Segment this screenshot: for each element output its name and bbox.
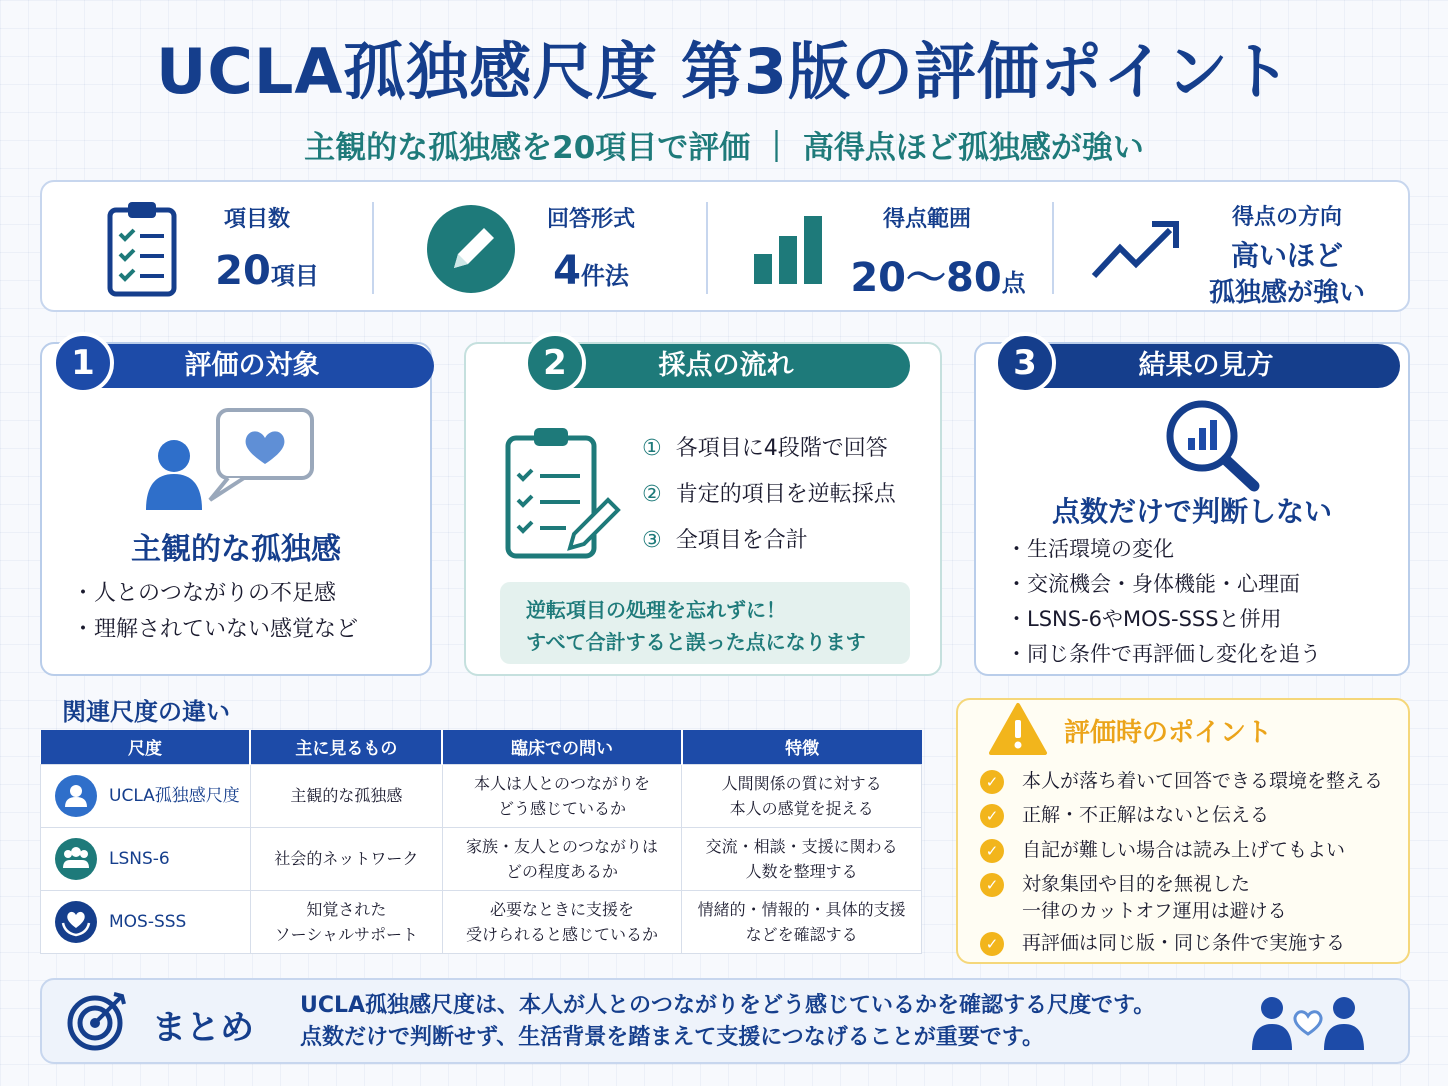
bullet-item: ・ 人とのつながりの不足感 [72,576,358,612]
table-row [41,890,922,953]
summary-bar [40,180,1410,312]
summary-line1: UCLA孤独感尺度は、本人が人とのつながりをどう感じているかを確認する尺度です。 [300,993,1156,1018]
card-target [40,342,432,676]
feature-cell: 交流・相談・支援に関わる 人数を整理する [682,827,922,890]
bullet-item: ・ 生活環境の変化 [1006,532,1321,567]
pencil-icon [426,204,516,294]
points-title: 評価時のポイント [1064,718,1273,748]
magnifier-chart-icon [1162,398,1262,492]
column-header: 主に見るもの [250,730,442,764]
trend-up-icon [1090,218,1182,282]
summary-range-label: 得点範囲 [882,207,971,232]
bar-chart-icon [750,210,826,286]
check-icon: ✓ [980,804,1004,828]
step-item: ② 肯定的項目を逆転採点 [642,482,896,507]
check-icon: ✓ [980,839,1004,863]
bullet-item: ・ LSNS-6やMOS-SSSと併用 [1006,602,1321,637]
divider [1052,202,1054,294]
group-icon [55,838,97,880]
related-table [40,730,922,954]
check-icon: ✓ [980,770,1004,794]
page-subtitle: 主観的な孤独感を20項目で評価 ｜ 高得点ほど孤独感が強い [304,130,1144,166]
people-heart-icon [1250,994,1366,1052]
focus-cell: 知覚された ソーシャルサポート [250,890,442,953]
summary-format-value: 4件法 [553,248,629,294]
heart-hands-icon [55,901,97,943]
feature-cell: 人間関係の質に対する 本人の感覚を捉える [682,764,922,827]
step-item: ③ 全項目を合計 [642,528,808,553]
related-title: 関連尺度の違い [62,698,230,726]
divider [372,202,374,294]
bullet-item: ・ 同じ条件で再評価し変化を追う [1006,637,1321,672]
table-row [41,764,922,827]
question-cell: 本人は人とのつながりを どう感じているか [442,764,682,827]
clipboard-icon [106,198,178,298]
scale-cell: LSNS-6 [41,827,251,890]
summary-label: まとめ [152,1008,254,1048]
feature-cell: 情緒的・情報的・具体的支援 などを確認する [682,890,922,953]
scale-cell: MOS-SSS [41,890,251,953]
page-title: UCLA孤独感尺度 第3版の評価ポイント [155,35,1293,108]
card-title: 評価の対象 [184,350,320,381]
focus-cell: 社会的ネットワーク [250,827,442,890]
bullet-item: ・ 理解されていない感覚など [72,612,358,648]
note-line2: すべて合計すると誤った点になります [526,630,866,654]
warning-note [500,582,910,664]
summary-range-value: 20～80点 [850,255,1026,301]
summary-line2: 点数だけで判断せず、生活背景を踏まえて支援につなげることが重要です。 [300,1025,1045,1050]
summary-items-value: 20項目 [215,248,319,294]
focus-cell: 主観的な孤独感 [250,764,442,827]
note-line1: 逆転項目の処理を忘れずに！ [526,598,786,622]
summary-direction-label: 得点の方向 [1231,205,1342,230]
card-number: 3 [994,332,1056,394]
column-header: 特徴 [682,730,922,764]
card-heading: 点数だけで判断しない [1051,495,1332,528]
column-header: 尺度 [41,730,251,764]
steps-list [642,426,896,564]
target-icon [66,990,128,1052]
summary-direction-line2: 孤独感が強い [1208,278,1365,308]
bullet-item: ・ 交流機会・身体機能・心理面 [1006,567,1321,602]
check-icon: ✓ [980,873,1004,897]
card-number: 1 [52,332,114,394]
person-speech-heart-icon [142,406,318,516]
warning-icon [988,702,1048,756]
card-number: 2 [524,332,586,394]
card-title: 採点の流れ [658,350,794,381]
summary-items-label: 項目数 [223,207,290,232]
card-scoring [464,342,942,676]
step-item: ① 各項目に4段階で回答 [642,436,888,461]
clipboard-pencil-icon [504,424,622,562]
check-icon: ✓ [980,932,1004,956]
scale-cell: UCLA孤独感尺度 [41,764,251,827]
summary-format-label: 回答形式 [546,207,635,232]
card-heading: 主観的な孤独感 [131,532,341,567]
table-row [41,827,922,890]
question-cell: 必要なときに支援を 受けられると感じているか [442,890,682,953]
question-cell: 家族・友人とのつながりは どの程度あるか [442,827,682,890]
person-icon [55,775,97,817]
table-header-row [41,730,922,764]
column-header: 臨床での問い [442,730,682,764]
card-interpretation [974,342,1410,676]
divider [706,202,708,294]
card-title: 結果の見方 [1138,350,1274,381]
summary-direction-line1: 高いほど [1230,239,1343,272]
